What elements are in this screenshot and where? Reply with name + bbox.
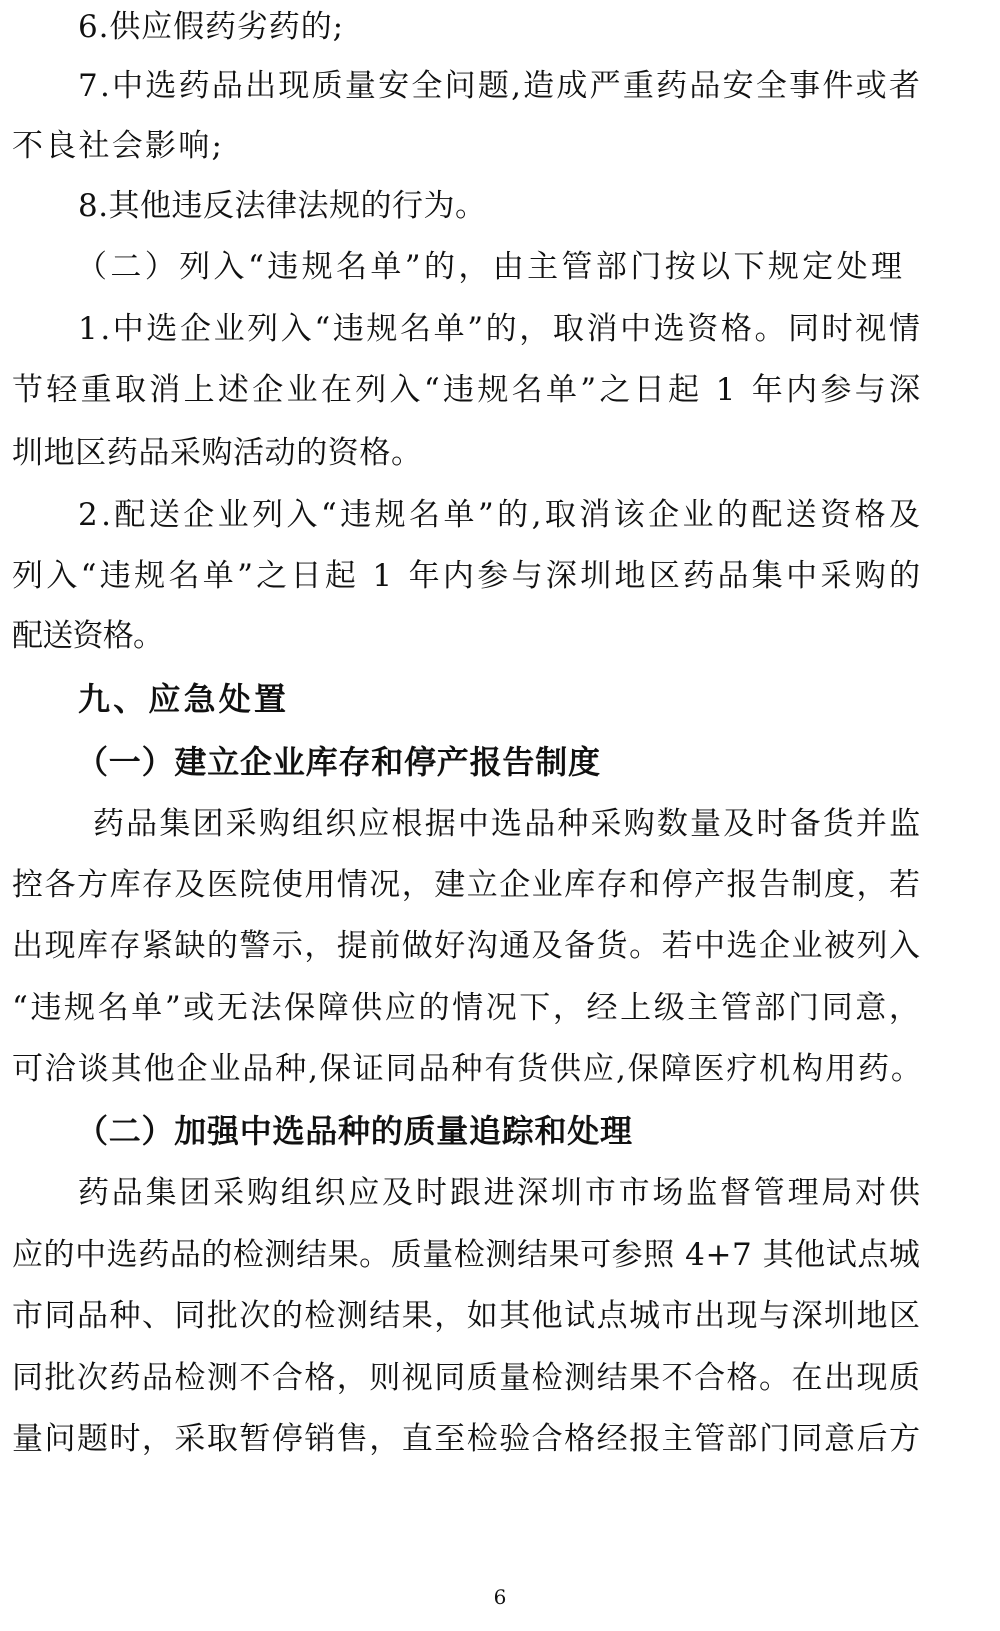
paragraph-line: 8.其他违反法律法规的行为。 bbox=[78, 188, 487, 224]
paragraph-line: 配送资格。 bbox=[12, 618, 164, 654]
paragraph-line: 可洽谈其他企业品种,保证同品种有货供应,保障医疗机构用药。 bbox=[12, 1051, 924, 1087]
paragraph-line: 列入“违规名单”之日起 1 年内参与深圳地区药品集中采购的 bbox=[12, 558, 924, 594]
subsection-heading: （一）建立企业库存和停产报告制度 bbox=[76, 743, 601, 781]
paragraph-line: 2.配送企业列入“违规名单”的,取消该企业的配送资格及 bbox=[78, 497, 924, 533]
paragraph-line: 量问题时，采取暂停销售，直至检验合格经报主管部门同意后方 bbox=[12, 1421, 922, 1457]
paragraph-line: 6.供应假药劣药的; bbox=[78, 9, 344, 45]
paragraph-line: 药品集团采购组织应根据中选品种采购数量及时备货并监 bbox=[93, 806, 923, 842]
paragraph-line: 控各方库存及医院使用情况，建立企业库存和停产报告制度，若 bbox=[12, 867, 922, 903]
paragraph-line: 药品集团采购组织应及时跟进深圳市市场监督管理局对供 bbox=[78, 1175, 923, 1211]
paragraph-line: 市同品种、同批次的检测结果，如其他试点城市出现与深圳地区 bbox=[12, 1298, 922, 1334]
paragraph-line: 出现库存紧缺的警示，提前做好沟通及备货。若中选企业被列入 bbox=[12, 928, 922, 964]
paragraph-line: 1.中选企业列入“违规名单”的，取消中选资格。同时视情 bbox=[78, 311, 923, 347]
paragraph-line: 圳地区药品采购活动的资格。 bbox=[12, 435, 423, 471]
paragraph-line: 不良社会影响; bbox=[12, 128, 225, 164]
page-number: 6 bbox=[493, 1585, 507, 1609]
paragraph-line: 7.中选药品出现质量安全问题,造成严重药品安全事件或者 bbox=[78, 68, 923, 104]
section-heading: 九、应急处置 bbox=[78, 680, 290, 718]
paragraph-line: （二）列入“违规名单”的，由主管部门按以下规定处理 bbox=[76, 249, 906, 285]
paragraph-line: 应的中选药品的检测结果。质量检测结果可参照 4+7 其他试点城 bbox=[12, 1237, 921, 1273]
paragraph-line: 同批次药品检测不合格，则视同质量检测结果不合格。在出现质 bbox=[12, 1360, 922, 1396]
subsection-heading: （二）加强中选品种的质量追踪和处理 bbox=[76, 1112, 633, 1150]
paragraph-line: 节轻重取消上述企业在列入“违规名单”之日起 1 年内参与深 bbox=[12, 372, 924, 408]
paragraph-line: “违规名单”或无法保障供应的情况下，经上级主管部门同意， bbox=[12, 990, 923, 1026]
